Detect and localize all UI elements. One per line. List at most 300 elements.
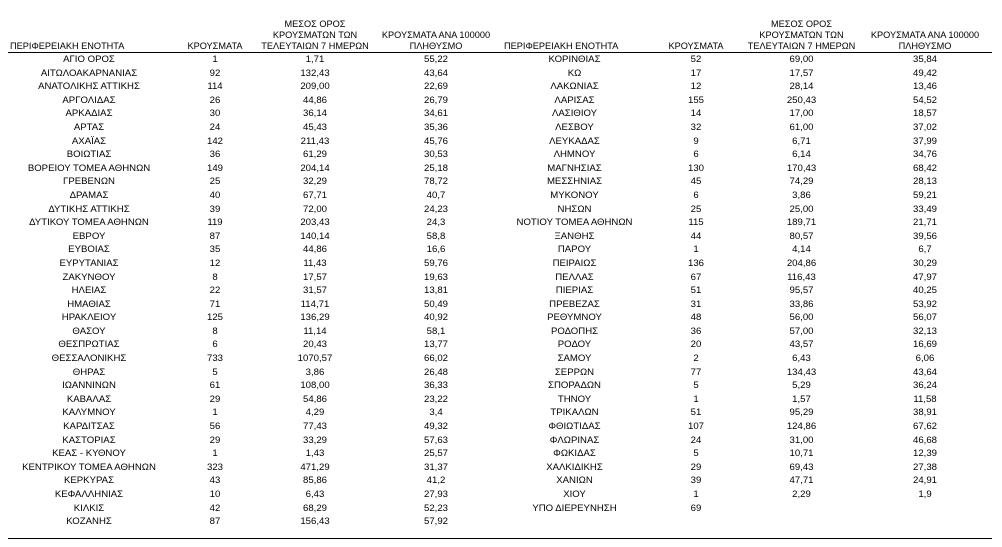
per100k-cell: 35,36 (423, 121, 448, 133)
table-row (502, 474, 992, 488)
cases-cell: 17 (690, 67, 702, 79)
table-row (8, 406, 502, 420)
per100k-cell: 35,84 (912, 54, 937, 65)
per100k-cell: 30,53 (423, 149, 448, 161)
cases-cell: 36 (690, 325, 702, 337)
avg7-cell: 28,14 (789, 81, 814, 93)
region-cell: ΛΕΥΚΑΔΑΣ (549, 135, 600, 147)
table-row (8, 393, 502, 407)
avg7-cell: 67,71 (302, 189, 327, 201)
per100k-cell: 25,57 (423, 448, 448, 460)
region-cell: ΠΑΡΟΥ (557, 244, 592, 256)
per100k-cell: 37,02 (912, 121, 937, 133)
region-cell: ΛΑΣΙΘΙΟΥ (551, 108, 598, 120)
region-cell: ΡΟΔΟΠΗΣ (550, 325, 599, 337)
per100k-cell: 30,29 (912, 257, 937, 269)
table-row (502, 189, 992, 203)
table-row (8, 284, 502, 298)
cases-cell: 149 (206, 162, 223, 174)
region-cell: ΓΡΕΒΕΝΩΝ (63, 176, 115, 188)
region-cell: ΚΑΒΑΛΑΣ (66, 393, 112, 405)
per100k-cell: 40,25 (912, 285, 937, 297)
avg7-cell: 85,86 (302, 475, 327, 487)
cases-cell: 29 (209, 434, 221, 446)
per100k-cell: 40,92 (423, 312, 448, 324)
avg7-cell: 31,57 (302, 285, 327, 297)
region-cell: ΜΥΚΟΝΟΥ (550, 189, 599, 201)
avg7-cell: 3,86 (305, 366, 325, 378)
per100k-cell: 6,06 (915, 353, 935, 365)
per100k-cell: 34,61 (423, 108, 448, 120)
per100k-cell: 6,7 (918, 244, 932, 256)
header-per100k-line2: ΠΛΗΘΥΣΜΟ (409, 41, 463, 51)
header-avg7-line3: ΤΕΛΕΥΤΑΙΩΝ 7 ΗΜΕΡΩΝ (747, 41, 856, 51)
avg7-cell: 136,29 (300, 312, 330, 324)
region-cell: ΦΩΚΙΔΑΣ (553, 448, 596, 460)
table-row (502, 203, 992, 217)
per100k-cell: 16,69 (912, 339, 937, 351)
table-row (8, 325, 502, 339)
avg7-cell: 11,43 (303, 257, 327, 269)
avg7-cell: 72,00 (302, 203, 327, 215)
cases-cell: 1 (212, 407, 218, 419)
per100k-cell: 52,23 (423, 502, 448, 514)
header-avg7 (745, 8, 858, 53)
per100k-cell: 36,24 (912, 380, 937, 392)
avg7-cell: 471,29 (300, 461, 330, 473)
region-cell: ΑΙΤΩΛΟΑΚΑΡΝΑΝΙΑΣ (40, 67, 138, 79)
table-row (502, 461, 992, 475)
cases-cell: 1 (693, 393, 699, 405)
avg7-cell: 250,43 (786, 94, 817, 106)
per100k-cell: 34,76 (912, 149, 937, 161)
table-header-row (8, 8, 502, 53)
per100k-cell: 49,42 (912, 67, 937, 79)
avg7-cell: 45,43 (302, 121, 327, 133)
region-cell: ΚΙΛΚΙΣ (73, 502, 105, 514)
per100k-cell: 40,7 (426, 189, 446, 201)
avg7-cell: 6,71 (792, 135, 811, 147)
region-cell: ΚΕΑΣ - ΚΥΘΝΟΥ (52, 448, 126, 460)
avg7-cell: 25,00 (789, 203, 814, 215)
table-row (8, 203, 502, 217)
region-cell: ΤΗΝΟΥ (557, 393, 592, 405)
region-cell: ΞΑΝΘΗΣ (554, 230, 595, 242)
region-cell: ΜΕΣΣΗΝΙΑΣ (546, 176, 603, 188)
cases-cell: 32 (690, 121, 702, 133)
region-cell: ΚΕΡΚΥΡΑΣ (63, 475, 114, 487)
per100k-cell: 11,58 (913, 393, 937, 405)
cases-cell: 125 (206, 312, 223, 324)
avg7-cell: 1,57 (792, 393, 811, 405)
avg7-cell: 61,29 (302, 149, 327, 161)
table-row (502, 379, 992, 393)
per100k-cell: 19,63 (423, 271, 448, 283)
avg7-cell: 6,43 (305, 489, 325, 500)
region-cell: ΚΑΡΔΙΤΣΑΣ (63, 421, 115, 433)
region-cell: ΤΡΙΚΑΛΩΝ (550, 407, 599, 419)
cases-cell: 25 (209, 176, 221, 188)
region-cell: ΝΟΤΙΟΥ ΤΟΜΕΑ ΑΘΗΝΩΝ (516, 217, 633, 229)
region-cell: ΑΧΑΪΑΣ (71, 135, 107, 147)
cases-cell: 119 (207, 217, 223, 229)
region-cell: ΚΕΝΤΡΙΚΟΥ ΤΟΜΕΑ ΑΘΗΝΩΝ (22, 461, 156, 473)
avg7-cell: 57,00 (789, 325, 814, 337)
table-row (502, 447, 992, 461)
avg7-cell: 209,00 (300, 81, 330, 93)
region-cell: ΒΟΙΩΤΙΑΣ (66, 149, 112, 161)
region-cell: ΗΛΕΙΑΣ (71, 285, 107, 297)
region-cell: ΑΡΓΟΛΙΔΑΣ (62, 94, 116, 106)
table-row (502, 325, 992, 339)
region-cell: ΚΩ (567, 67, 582, 79)
avg7-cell: 204,14 (300, 162, 330, 174)
avg7-cell: 1,43 (305, 448, 325, 460)
per100k-cell: 39,56 (912, 230, 937, 242)
per100k-cell: 78,72 (423, 176, 448, 188)
avg7-cell: 5,29 (792, 380, 811, 392)
region-cell: ΡΟΔΟΥ (557, 339, 592, 351)
table-row (8, 338, 502, 352)
per100k-cell: 16,6 (426, 244, 446, 256)
table-row (502, 488, 992, 502)
per100k-cell: 45,76 (423, 135, 448, 147)
avg7-cell: 6,14 (792, 149, 811, 161)
cases-cell: 44 (690, 230, 702, 242)
region-cell: ΑΡΤΑΣ (73, 121, 105, 133)
header-per100k (858, 8, 992, 53)
region-cell: ΛΕΣΒΟΥ (555, 121, 594, 133)
avg7-cell: 32,29 (302, 176, 327, 188)
header-avg7-line1: ΜΕΣΟΣ ΟΡΟΣ (284, 19, 346, 29)
per100k-cell: 57,63 (423, 434, 448, 446)
table-row (502, 53, 992, 67)
table-row (502, 257, 992, 271)
table-row (502, 121, 992, 135)
avg7-cell: 1070,57 (297, 353, 333, 365)
region-cell: ΥΠΟ ΔΙΕΡΕΥΝΗΣΗ (532, 502, 617, 514)
cases-cell: 69 (690, 502, 702, 514)
table-row (502, 352, 992, 366)
cases-cell: 2 (693, 353, 699, 365)
cases-cell: 25 (690, 203, 702, 215)
cases-cell: 36 (209, 149, 221, 161)
header-avg7-line2: ΚΡΟΥΣΜΑΤΩΝ ΤΩΝ (759, 30, 844, 40)
per100k-cell: 49,32 (423, 421, 448, 433)
per100k-cell: 33,49 (912, 203, 937, 215)
cases-cell: 51 (690, 407, 702, 419)
region-cell: ΛΗΜΝΟΥ (553, 149, 596, 161)
region-cell: ΚΟΡΙΝΘΙΑΣ (548, 54, 601, 65)
region-cell: ΧΑΝΙΩΝ (556, 475, 593, 487)
region-cell: ΚΕΦΑΛΛΗΝΙΑΣ (54, 489, 124, 500)
region-cell: ΑΝΑΤΟΛΙΚΗΣ ΑΤΤΙΚΗΣ (38, 81, 140, 93)
region-cell: ΗΜΑΘΙΑΣ (67, 298, 111, 310)
avg7-cell: 44,86 (302, 244, 327, 256)
region-cell: ΜΑΓΝΗΣΙΑΣ (547, 162, 602, 174)
avg7-cell: 11,14 (303, 325, 327, 337)
table-row (8, 243, 502, 257)
cases-cell: 14 (690, 108, 702, 120)
table-row (8, 67, 502, 81)
region-cell: ΣΠΟΡΑΔΩΝ (548, 380, 601, 392)
per100k-cell: 12,39 (912, 448, 937, 460)
cases-cell: 39 (209, 203, 221, 215)
table-row (502, 230, 992, 244)
table-row (502, 502, 992, 516)
avg7-cell: 17,00 (789, 108, 814, 120)
region-cell: ΦΛΩΡΙΝΑΣ (549, 434, 600, 446)
cases-cell: 142 (206, 135, 223, 147)
avg7-cell: 203,43 (300, 217, 330, 229)
table-row (502, 393, 992, 407)
table-row (502, 67, 992, 81)
avg7-cell: 69,00 (789, 54, 814, 65)
cases-cell: 1 (212, 448, 218, 460)
table-header-row (502, 8, 992, 53)
region-cell: ΑΡΚΑΔΙΑΣ (65, 108, 113, 120)
avg7-cell: 36,14 (302, 108, 327, 120)
per100k-cell: 38,91 (912, 407, 937, 419)
region-cell: ΑΓΙΟ ΟΡΟΣ (63, 54, 115, 65)
cases-cell: 5 (693, 448, 699, 460)
avg7-cell: 116,43 (787, 271, 816, 283)
per100k-cell: 25,18 (423, 162, 448, 174)
cases-cell: 87 (209, 516, 221, 528)
avg7-cell: 2,29 (792, 489, 811, 500)
table-row (502, 420, 992, 434)
table-row (8, 379, 502, 393)
per100k-cell: 43,64 (912, 366, 937, 378)
per100k-cell: 66,02 (423, 353, 448, 365)
table-row (8, 366, 502, 380)
cases-cell: 733 (206, 353, 223, 365)
cases-cell: 10 (209, 489, 221, 500)
avg7-cell: 204,86 (786, 257, 817, 269)
cases-cell: 26 (209, 94, 221, 106)
cases-cell: 22 (209, 285, 221, 297)
region-cell: ΠΡΕΒΕΖΑΣ (549, 298, 600, 310)
table-row (502, 271, 992, 285)
avg7-cell: 189,71 (786, 217, 817, 229)
table-row (502, 338, 992, 352)
cases-cell: 114 (207, 81, 223, 93)
cases-cell: 8 (212, 325, 218, 337)
region-cell: ΚΑΣΤΟΡΙΑΣ (62, 434, 116, 446)
per100k-cell: 54,52 (912, 94, 937, 106)
table-row (8, 148, 502, 162)
table-row (8, 515, 502, 529)
table-row (8, 474, 502, 488)
region-cell: ΔΥΤΙΚΟΥ ΤΟΜΕΑ ΑΘΗΝΩΝ (29, 217, 149, 229)
per100k-cell: 32,13 (912, 325, 937, 337)
per100k-cell: 27,93 (423, 489, 448, 500)
avg7-cell: 3,86 (792, 189, 811, 201)
table-row (502, 216, 992, 230)
per100k-cell: 57,92 (423, 516, 448, 528)
header-region: ΠΕΡΙΦΕΡΕΙΑΚΗ ΕΝΟΤΗΤΑ (8, 8, 170, 53)
cases-cell: 24 (690, 434, 702, 446)
avg7-cell: 1,71 (305, 54, 325, 65)
table-row (8, 94, 502, 108)
avg7-cell: 33,29 (302, 434, 327, 446)
avg7-cell: 68,29 (302, 502, 327, 514)
cases-cell: 6 (693, 149, 699, 161)
header-avg7-line1: ΜΕΣΟΣ ΟΡΟΣ (771, 19, 832, 29)
table-row (502, 162, 992, 176)
per100k-cell: 41,2 (426, 475, 446, 487)
avg7-cell: 134,43 (786, 366, 817, 378)
per100k-cell: 47,97 (912, 271, 937, 283)
cases-cell: 20 (690, 339, 702, 351)
per100k-cell: 55,22 (423, 54, 448, 65)
avg7-cell (745, 502, 858, 516)
per100k-cell: 22,69 (423, 81, 448, 93)
header-per100k-line2: ΠΛΗΘΥΣΜΟ (898, 41, 952, 51)
per100k-cell (858, 502, 992, 516)
avg7-cell: 33,86 (789, 298, 814, 310)
per100k-cell: 59,21 (912, 189, 937, 201)
region-cell: ΠΕΙΡΑΙΩΣ (552, 257, 597, 269)
per100k-cell: 56,07 (912, 312, 937, 324)
table-row (8, 216, 502, 230)
per100k-cell: 13,81 (423, 285, 448, 297)
header-avg7 (260, 8, 370, 53)
cases-cell: 130 (687, 162, 704, 174)
per100k-cell: 24,23 (423, 203, 448, 215)
table-row (8, 434, 502, 448)
per100k-cell: 21,71 (912, 217, 937, 229)
table-row (8, 175, 502, 189)
header-cases: ΚΡΟΥΣΜΑΤΑ (647, 8, 745, 53)
cases-cell: 56 (209, 421, 221, 433)
per100k-cell: 31,37 (423, 461, 448, 473)
per100k-cell: 28,13 (912, 176, 937, 188)
table-row (502, 148, 992, 162)
cases-cell: 43 (209, 475, 221, 487)
avg7-cell: 4,14 (792, 244, 811, 256)
table-row (8, 461, 502, 475)
avg7-cell: 47,71 (789, 475, 814, 487)
cases-cell: 1 (693, 489, 699, 500)
region-cell: ΣΑΜΟΥ (557, 353, 592, 365)
cases-cell: 29 (209, 393, 221, 405)
table-row (8, 298, 502, 312)
avg7-cell: 124,86 (786, 421, 817, 433)
cases-cell: 8 (212, 271, 218, 283)
cases-cell: 5 (212, 366, 218, 378)
region-cell: ΘΕΣΣΑΛΟΝΙΚΗΣ (51, 353, 127, 365)
table-row (8, 257, 502, 271)
avg7-cell: 95,57 (789, 285, 814, 297)
region-cell: ΚΑΛΥΜΝΟΥ (62, 407, 116, 419)
cases-cell: 1 (693, 244, 699, 256)
per100k-cell: 13,46 (912, 81, 937, 93)
header-per100k-line1: ΚΡΟΥΣΜΑΤΑ ΑΝΑ 100000 (870, 30, 980, 40)
per100k-cell: 53,92 (912, 298, 937, 310)
region-cell: ΕΒΡΟΥ (72, 230, 106, 242)
cases-cell: 39 (690, 475, 702, 487)
cases-cell: 42 (209, 502, 221, 514)
table-row (8, 502, 502, 516)
table-row (8, 107, 502, 121)
table-row (8, 80, 502, 94)
avg7-cell: 61,00 (789, 121, 814, 133)
avg7-cell: 44,86 (302, 94, 327, 106)
cases-cell: 45 (690, 176, 702, 188)
cases-cell: 6 (693, 189, 699, 201)
cases-cell: 12 (209, 257, 221, 269)
region-cell: ΦΘΙΩΤΙΔΑΣ (548, 421, 601, 433)
region-cell: ΒΟΡΕΙΟΥ ΤΟΜΕΑ ΑΘΗΝΩΝ (27, 162, 151, 174)
avg7-cell: 108,00 (300, 380, 330, 392)
avg7-cell: 211,43 (300, 135, 330, 147)
per100k-cell: 26,79 (423, 94, 448, 106)
avg7-cell: 10,71 (789, 448, 814, 460)
table-row (502, 107, 992, 121)
cases-cell: 115 (688, 217, 704, 229)
table-row (8, 271, 502, 285)
region-cell: ΕΥΒΟΙΑΣ (68, 244, 110, 256)
region-cell: ΠΕΛΛΑΣ (555, 271, 594, 283)
header-avg7-line2: ΚΡΟΥΣΜΑΤΩΝ ΤΩΝ (272, 30, 358, 40)
region-cell: ΛΑΚΩΝΙΑΣ (550, 81, 599, 93)
table-row (8, 420, 502, 434)
table-row (8, 162, 502, 176)
avg7-cell: 17,57 (789, 67, 814, 79)
cases-cell: 51 (690, 285, 702, 297)
header-avg7-line3: ΤΕΛΕΥΤΑΙΩΝ 7 ΗΜΕΡΩΝ (261, 41, 369, 51)
cases-cell: 107 (687, 421, 704, 433)
table-row (502, 135, 992, 149)
per100k-cell: 27,38 (912, 461, 937, 473)
table-row (502, 94, 992, 108)
avg7-cell: 77,43 (302, 421, 327, 433)
cases-cell: 52 (690, 54, 702, 65)
right-data-table (502, 8, 992, 515)
cases-cell: 136 (687, 257, 704, 269)
cases-cell: 77 (690, 366, 702, 378)
cases-cell: 9 (693, 135, 699, 147)
table-row (502, 434, 992, 448)
per100k-cell: 46,68 (912, 434, 937, 446)
header-region: ΠΕΡΙΦΕΡΕΙΑΚΗ ΕΝΟΤΗΤΑ (502, 8, 647, 53)
table-row (8, 311, 502, 325)
region-cell: ΙΩΑΝΝΙΝΩΝ (62, 380, 116, 392)
region-cell: ΠΙΕΡΙΑΣ (555, 285, 594, 297)
per100k-cell: 23,22 (423, 393, 448, 405)
region-cell: ΔΥΤΙΚΗΣ ΑΤΤΙΚΗΣ (48, 203, 130, 215)
region-cell: ΧΑΛΚΙΔΙΚΗΣ (546, 461, 603, 473)
table-row (502, 366, 992, 380)
table-row (8, 189, 502, 203)
table-row (502, 298, 992, 312)
avg7-cell: 6,43 (792, 353, 811, 365)
per100k-cell: 26,48 (423, 366, 448, 378)
table-row (8, 53, 502, 67)
avg7-cell: 95,29 (789, 407, 814, 419)
region-cell: ΣΕΡΡΩΝ (554, 366, 595, 378)
avg7-cell: 31,00 (789, 434, 814, 446)
region-cell: ΕΥΡΥΤΑΝΙΑΣ (59, 257, 119, 269)
region-cell: ΝΗΣΩΝ (557, 203, 592, 215)
cases-cell: 35 (209, 244, 221, 256)
cases-cell: 155 (687, 94, 704, 106)
avg7-cell: 20,43 (302, 339, 327, 351)
avg7-cell: 80,57 (789, 230, 814, 242)
header-cases: ΚΡΟΥΣΜΑΤΑ (170, 8, 260, 53)
cases-cell: 31 (690, 298, 702, 310)
